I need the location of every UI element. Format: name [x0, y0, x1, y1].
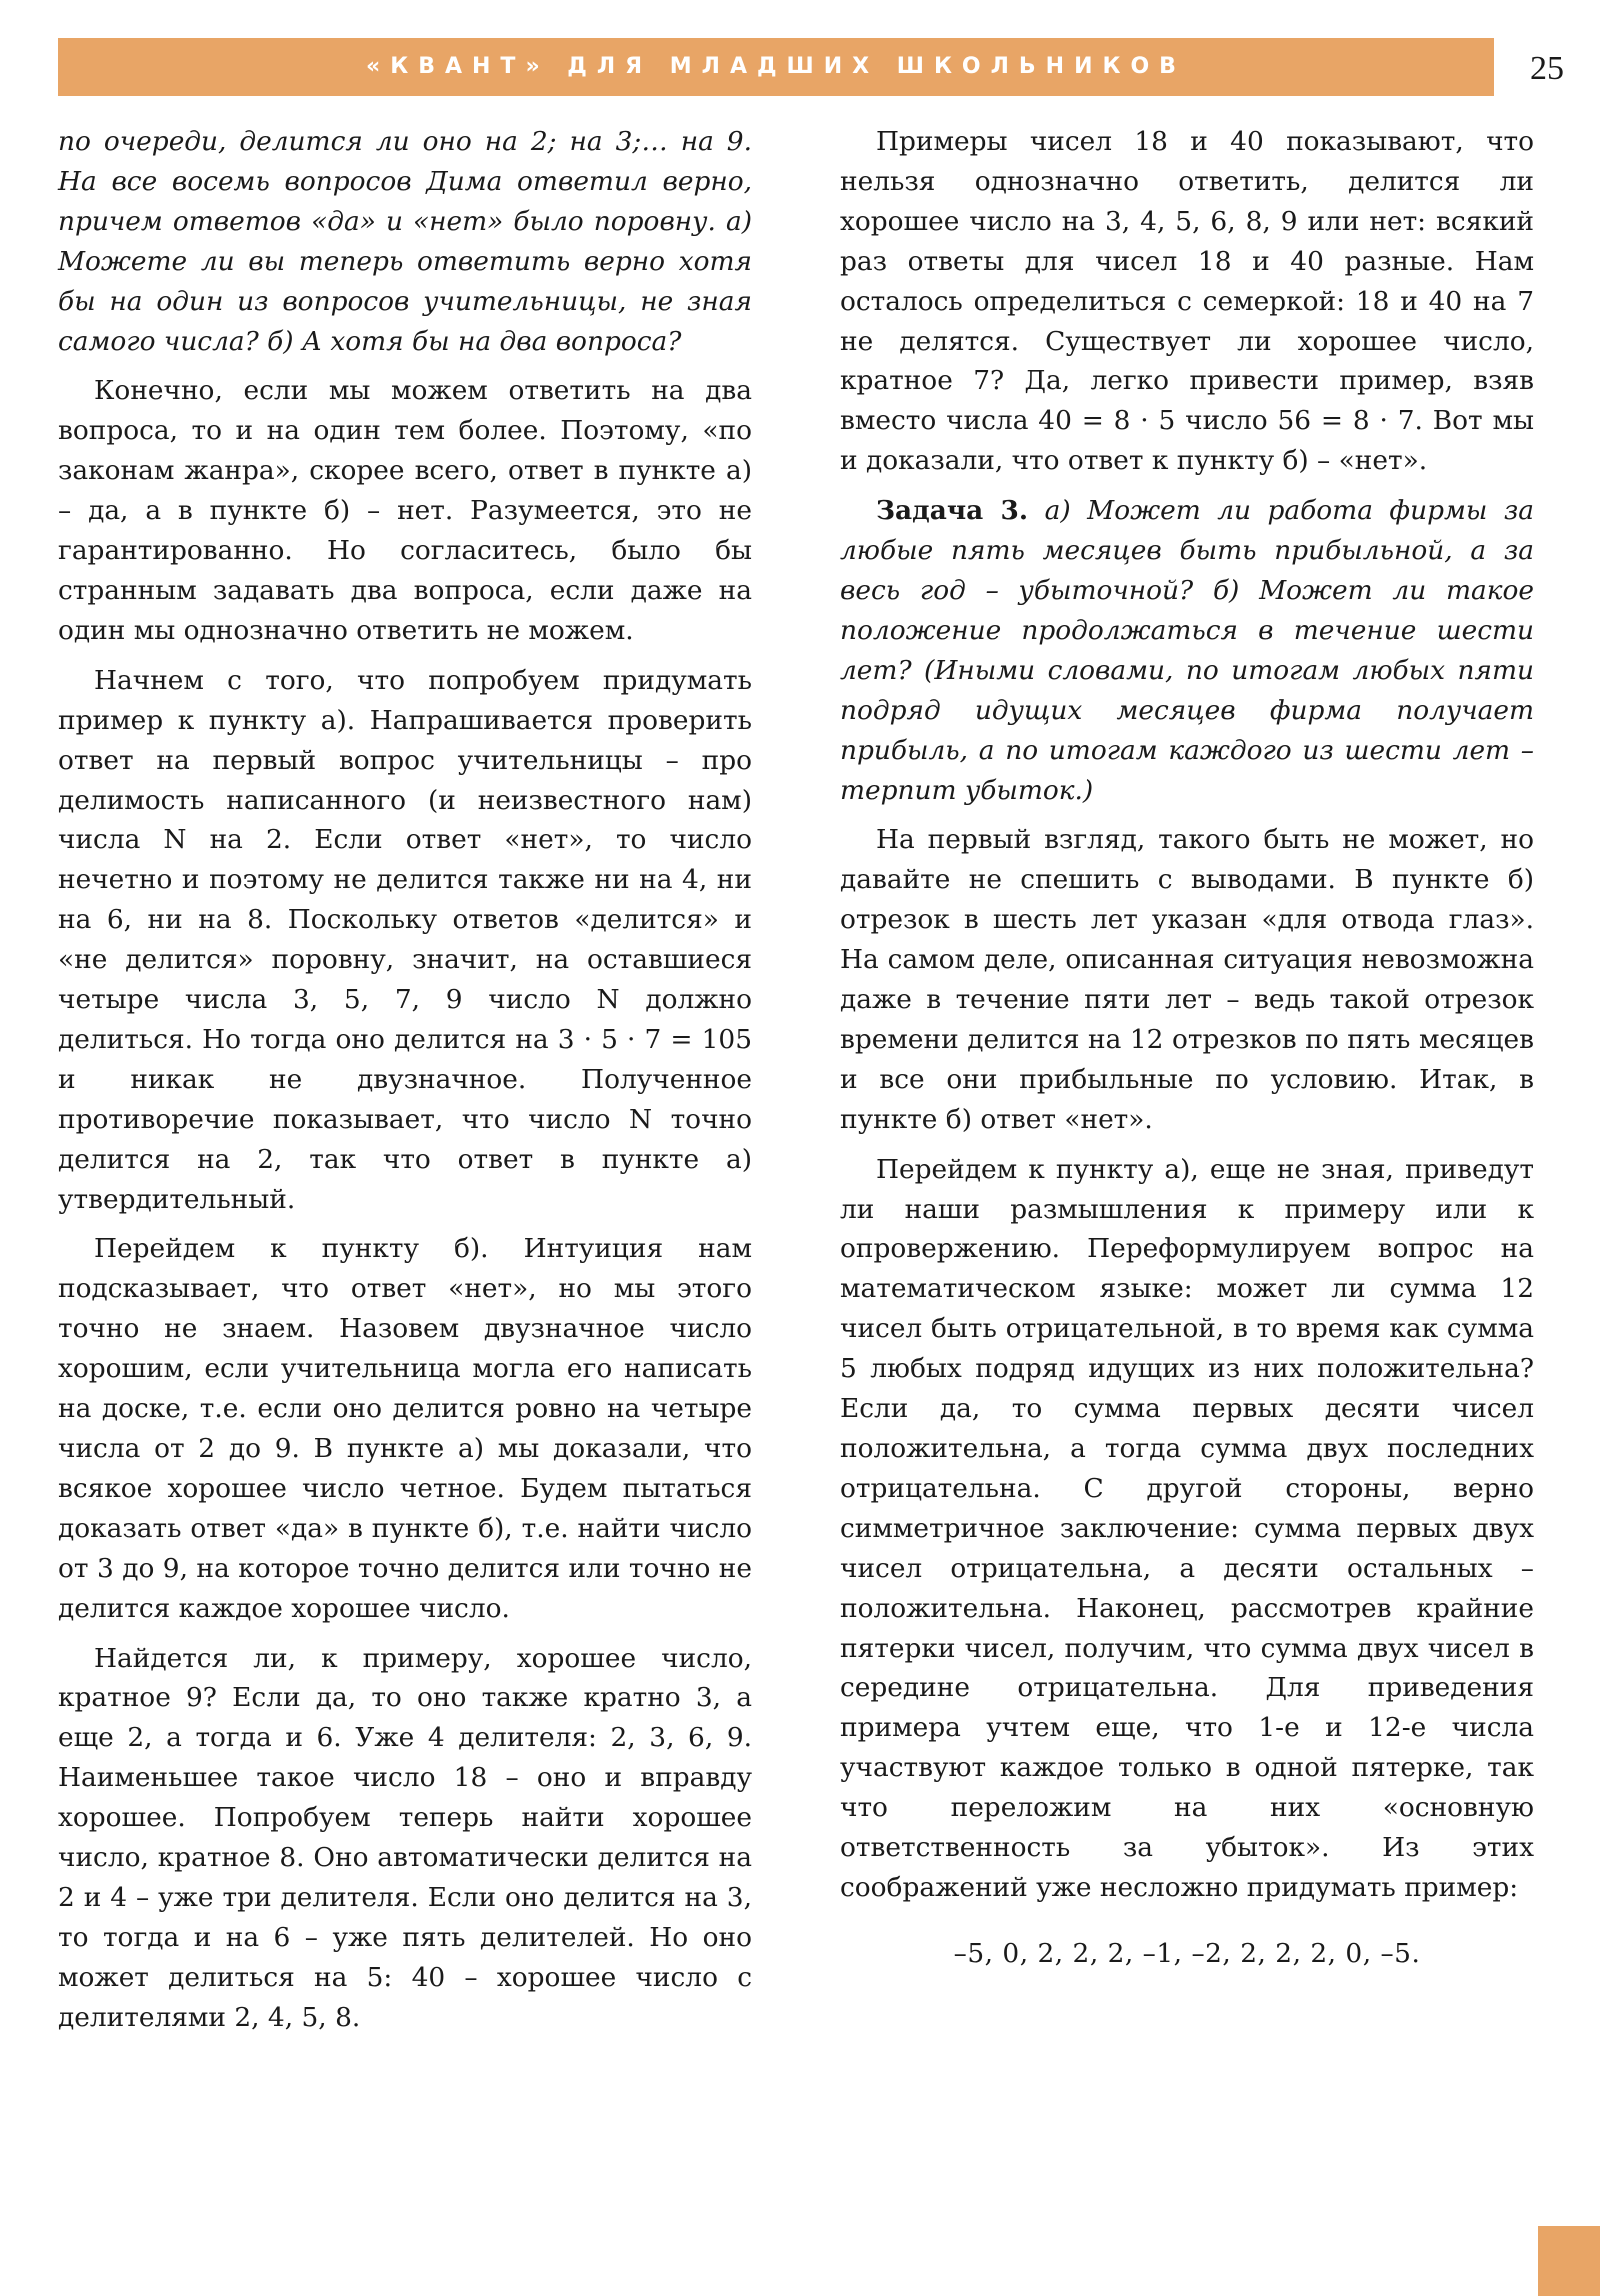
example-sequence: –5, 0, 2, 2, 2, –1, –2, 2, 2, 2, 0, –5. [953, 1937, 1421, 1969]
journal-section-title: «КВАНТ» ДЛЯ МЛАДШИХ ШКОЛЬНИКОВ [366, 54, 1186, 79]
paragraph: Найдется ли, к примеру, хорошее число, кратное 9? Если да, то оно также кратно 3, а еще 2, а тогда и 6. Уже 4 делителя: 2, 3, 6, 9. Наименьшее такое число 18 – оно и вправду хорошее. Попробуем теперь найти хорошее число, кратное 8. Оно автоматически делится на 2 и 4 – уже три делителя. Если оно делится на 3, то тогда и на 6 – уже пять делителей. Но оно может делиться на 5: 40 – хорошее число с делителями 2, 4, 5, 8. [58, 1642, 752, 2033]
paragraph: Примеры чисел 18 и 40 показывают, что нельзя однозначно ответить, делится ли хорошее число на 3, 4, 5, 6, 8, 9 или нет: всякий раз ответы для чисел 18 и 40 разные. Нам осталось определиться с семеркой: 18 и 40 на 7 не делятся. Существует ли хорошее число, кратное 7? Да, легко привести пример, взяв вместо числа 40 = 8 · 5 число 56 = 8 · 7. Вот мы и доказали, что ответ к пункту б) – «нет». [840, 126, 1534, 477]
page-number: 25 [1530, 50, 1564, 87]
right-column [840, 122, 1534, 1974]
paragraph: Начнем с того, что попробуем придумать пример к пункту а). Напрашивается проверить ответ на первый вопрос учительницы – про делимость написанного (и неизвестного нам) числа N на 2. Если ответ «нет», то число нечетно и поэтому не делится также ни на 4, ни на 6, ни на 8. Поскольку ответов «делится» и «не делится» поровну, значит, на оставшиеся четыре числа 3, 5, 7, 9 число N должно делиться. Но тогда оно делится на 3 · 5 · 7 = 105 и никак не двузначное. Полученное противоречие показывает, что число N точно делится на 2, так что ответ в пункте а) утвердительный. [58, 664, 752, 1215]
paragraph: Конечно, если мы можем ответить на два вопроса, то и на один тем более. Поэтому, «по законам жанра», скорее всего, ответ в пункте а) – да, а в пункте б) – нет. Разумеется, это не гарантированно. Но согласитесь, было бы странным задавать два вопроса, если даже на один мы однозначно ответить не можем. [58, 375, 752, 646]
task-statement-continuation: по очереди, делится ли оно на 2; на 3;… на 9. На все восемь вопросов Дима ответил верно, причем ответов «да» и «нет» было поровну. а) Можете ли вы теперь ответить верно хотя бы на один из вопросов учительницы, не зная самого числа? б) А хотя бы на два вопроса? [58, 126, 752, 357]
paragraph: Перейдем к пункту а), еще не зная, приведут ли наши размышления к примеру или к опровержению. Переформулируем вопрос на математическом языке: может ли сумма 12 чисел быть отрицательной, в то время как сумма 5 любых подряд идущих из них положительна? Если да, то сумма первых десяти чисел положительна, а тогда сумма двух последних отрицательна. С другой стороны, верно симметричное заключение: сумма первых двух чисел отрицательна, а десяти остальных – положительна. Наконец, рассмотрев крайние пятерки чисел, получим, что сумма двух чисел в середине отрицательна. Для приведения примера учтем еще, что 1-е и 12-е числа участвуют каждое только в одной пятерке, так что переложим на них «основную ответственность за убыток». Из этих соображений уже несложно придумать пример: [840, 1153, 1534, 1903]
paragraph: На первый взгляд, такого быть не может, но давайте не спешить с выводами. В пункте б) отрезок в шесть лет указан «для отвода глаз». На самом деле, описанная ситуация невозможна даже в течение пяти лет – ведь такой отрезок времени делится на 12 отрезков по пять месяцев и все они прибыльные по условию. Итак, в пункте б) ответ «нет». [840, 824, 1534, 1135]
corner-decoration [1538, 2226, 1600, 2296]
task-3-title: Задача 3. [876, 495, 1029, 527]
task-3-statement: а) Может ли работа фирмы за любые пять месяцев быть прибыльной, а за весь год – убыточной? б) Может ли такое положение продолжаться в течение шести лет? (Иными словами, по итогам любых пяти подряд идущих месяцев фирма получает прибыль, а по итогам каждого из шести лет – терпит убыток.) [840, 495, 1534, 806]
left-column [58, 122, 752, 2038]
task-3-block [840, 491, 1534, 810]
paragraph: Перейдем к пункту б). Интуиция нам подсказывает, что ответ «нет», но мы этого точно не знаем. Назовем двузначное число хорошим, если учительница могла его написать на доске, т.е. если оно делится ровно на четыре числа от 2 до 9. В пункте а) мы доказали, что всякое хорошее число четное. Будем пытаться доказать ответ «да» в пункте б), т.е. найти число от 3 до 9, на которое точно делится или точно не делится каждое хорошее число. [58, 1233, 752, 1624]
header-band [58, 38, 1494, 96]
